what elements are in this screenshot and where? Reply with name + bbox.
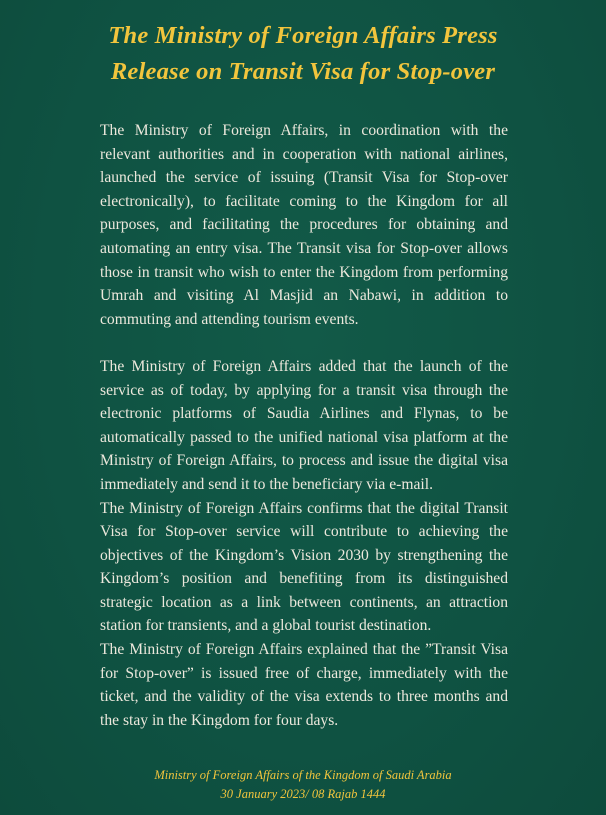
paragraph-free-of-charge: The Ministry of Foreign Affairs explained that the ”Transit Visa for Stop-over” is issued free of charge, immediately with the ticket, and the validity of the visa extends to three months and the stay in the Kingdom for four days. — [100, 641, 508, 729]
press-release-body — [100, 119, 508, 732]
title-line-1: The Ministry of Foreign Affairs Press — [108, 22, 498, 49]
paragraph-coordination: The Ministry of Foreign Affairs, in coordination with the relevant authorities and in cooperation with national airlines, launched the service of issuing (Transit Visa for Stop-over electronically), to facilitate coming to the Kingdom for all purposes, and facilitating the procedures for obtaining and automating an entry visa. The Transit visa for Stop-over allows those in transit who wish to enter the Kingdom from performing Umrah and visiting Al Masjid an Nabawi, in addition to commuting and attending tourism events. — [100, 122, 508, 328]
press-release-footer — [20, 766, 586, 804]
paragraph-vision: The Ministry of Foreign Affairs confirms that the digital Transit Visa for Stop-over service will contribute to achieving the objectives of the Kingdom’s Vision 2030 by strengthening the Kingdom’s position and benefiting from its distinguished strategic location as a link between continents, an attraction station for transients, and a global tourist destination. — [100, 499, 508, 635]
footer-date: 30 January 2023/ 08 Rajab 1444 — [220, 787, 386, 801]
page-title — [20, 18, 586, 90]
footer-organization: Ministry of Foreign Affairs of the Kingdom of Saudi Arabia — [154, 768, 452, 782]
paragraph-launch: The Ministry of Foreign Affairs added that the launch of the service as of today, by applying for a transit visa through the electronic platforms of Saudia Airlines and Flynas, to be automatically passed to the unified national visa platform at the Ministry of Foreign Affairs, to process and issue the digital visa immediately and send it to the beneficiary via e-mail. — [100, 357, 508, 493]
title-line-2: Release on Transit Visa for Stop-over — [110, 58, 496, 85]
